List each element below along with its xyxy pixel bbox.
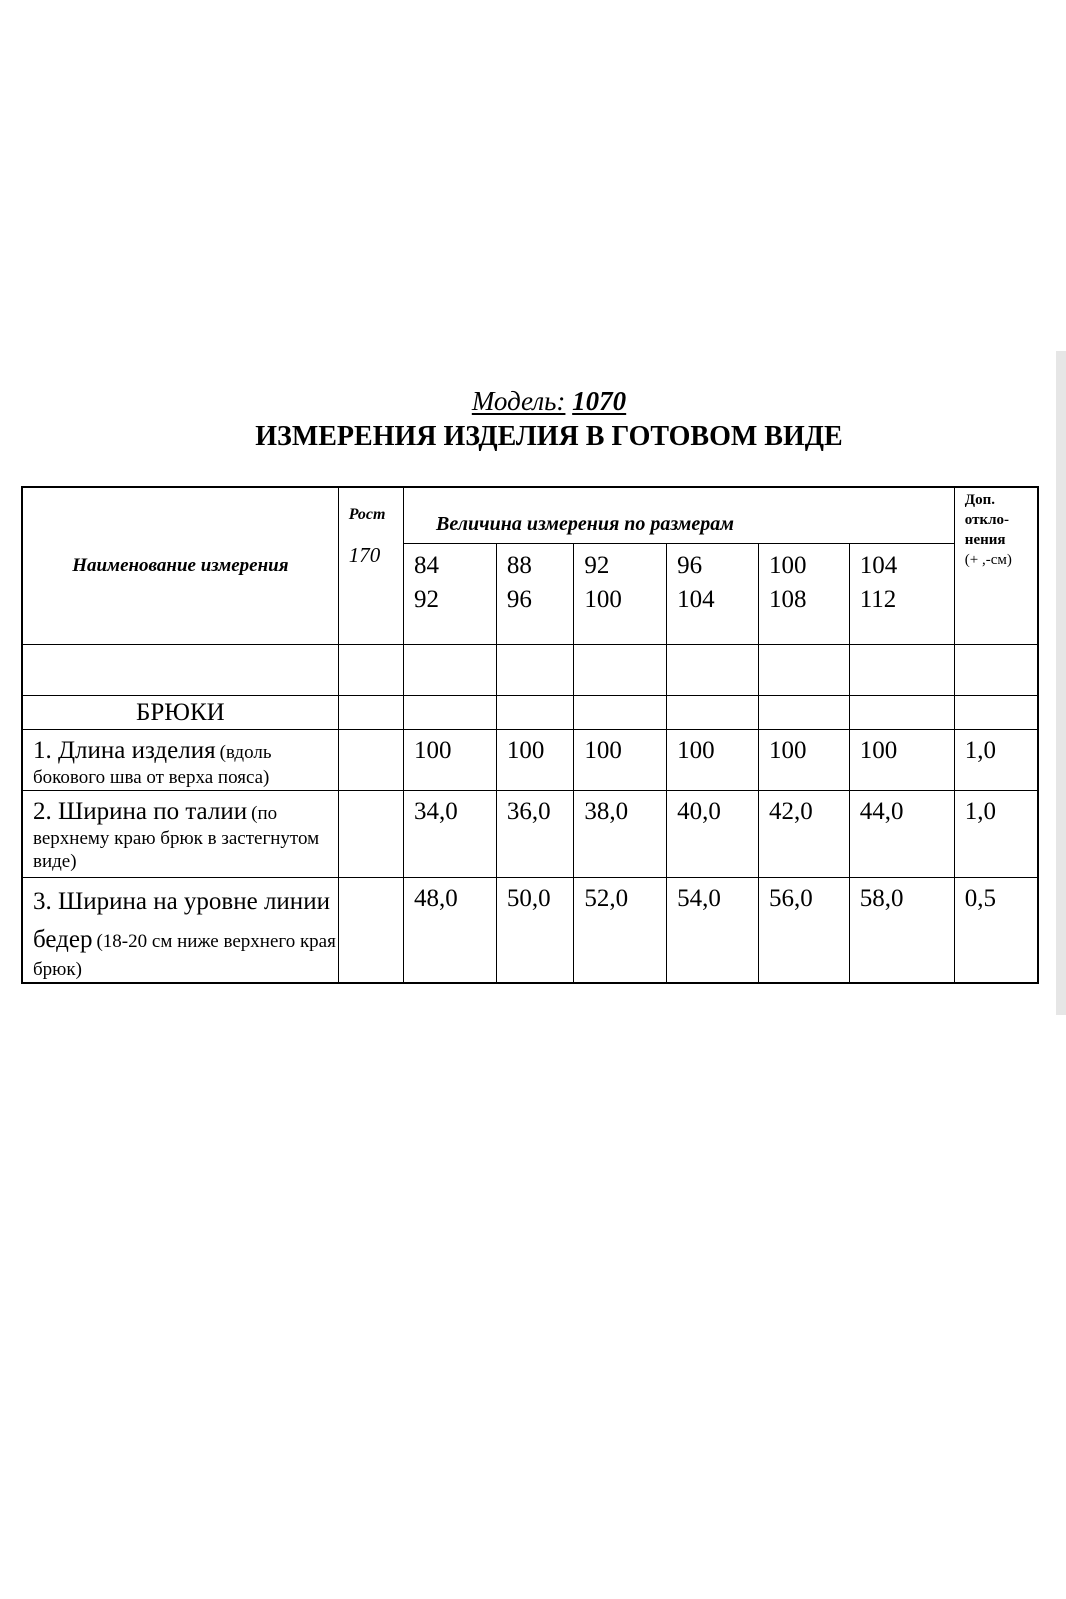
size-column-5 bbox=[758, 544, 849, 645]
value-cell: 100 bbox=[849, 730, 954, 791]
size-bottom: 112 bbox=[859, 586, 897, 613]
value-cell: 38,0 bbox=[574, 791, 667, 878]
measurement-note: (18-20 см ниже верхнего края брюк) bbox=[33, 931, 336, 980]
empty-cell bbox=[404, 645, 497, 696]
value-cell: 42,0 bbox=[758, 791, 849, 878]
value-cell: 100 bbox=[667, 730, 759, 791]
table-row bbox=[22, 878, 1038, 984]
empty-cell bbox=[667, 696, 759, 730]
empty-cell bbox=[496, 645, 574, 696]
tolerance-label: Доп. откло-нения bbox=[964, 492, 1010, 548]
empty-cell bbox=[758, 696, 849, 730]
model-title bbox=[0, 386, 1066, 416]
value-cell: 40,0 bbox=[667, 791, 759, 878]
value-cell: 58,0 bbox=[849, 878, 954, 984]
empty-row bbox=[22, 645, 1038, 696]
header-growth bbox=[338, 487, 403, 645]
size-top: 104 bbox=[859, 552, 898, 579]
value-cell: 100 bbox=[758, 730, 849, 791]
value-cell: 54,0 bbox=[667, 878, 759, 984]
growth-value: 170 bbox=[348, 543, 381, 567]
size-column-2 bbox=[496, 544, 574, 645]
header-sizes: Величина измерения по размерам bbox=[404, 487, 955, 544]
measurements-table bbox=[21, 486, 1039, 984]
value-cell: 34,0 bbox=[404, 791, 497, 878]
value-cell: 100 bbox=[404, 730, 497, 791]
size-column-1 bbox=[404, 544, 497, 645]
size-bottom: 92 bbox=[414, 586, 439, 613]
empty-cell bbox=[22, 645, 338, 696]
model-number: 1070 bbox=[572, 386, 627, 416]
page-title: ИЗМЕРЕНИЯ ИЗДЕЛИЯ В ГОТОВОМ ВИДЕ bbox=[255, 421, 843, 452]
measurement-title: 2. Ширина по талии bbox=[33, 798, 248, 825]
size-column-4 bbox=[667, 544, 759, 645]
value-cell: 50,0 bbox=[496, 878, 574, 984]
empty-cell bbox=[954, 645, 1038, 696]
tolerance-cell: 1,0 bbox=[954, 791, 1038, 878]
empty-cell bbox=[404, 696, 497, 730]
growth-cell bbox=[338, 730, 403, 791]
size-bottom: 100 bbox=[584, 586, 622, 613]
table-row bbox=[22, 730, 1038, 791]
empty-cell bbox=[954, 696, 1038, 730]
measurement-name bbox=[22, 730, 338, 791]
size-top: 84 bbox=[414, 552, 439, 579]
header-measurement-name bbox=[22, 487, 338, 645]
empty-cell bbox=[338, 645, 403, 696]
size-column-3 bbox=[574, 544, 667, 645]
empty-cell bbox=[758, 645, 849, 696]
value-cell: 36,0 bbox=[496, 791, 574, 878]
growth-cell bbox=[338, 791, 403, 878]
size-top: 96 bbox=[677, 552, 703, 579]
size-bottom: 104 bbox=[677, 586, 715, 613]
size-top: 88 bbox=[506, 552, 532, 579]
empty-cell bbox=[574, 696, 667, 730]
value-cell: 48,0 bbox=[404, 878, 497, 984]
model-label: Модель: bbox=[471, 386, 566, 416]
measurement-note: (вдоль бокового шва от верха пояса) bbox=[33, 742, 272, 788]
value-cell: 100 bbox=[496, 730, 574, 791]
section-title: БРЮКИ bbox=[22, 696, 338, 730]
empty-cell bbox=[849, 645, 954, 696]
growth-label: Рост bbox=[348, 506, 386, 523]
tolerance-cell: 0,5 bbox=[954, 878, 1038, 984]
empty-cell bbox=[338, 696, 403, 730]
section-row bbox=[22, 696, 1038, 730]
tolerance-unit: (+ ,-см) bbox=[964, 552, 1012, 568]
header-tolerance bbox=[954, 487, 1038, 645]
value-cell: 100 bbox=[574, 730, 667, 791]
measurement-name bbox=[22, 878, 338, 984]
empty-cell bbox=[574, 645, 667, 696]
size-bottom: 96 bbox=[506, 586, 532, 613]
value-cell: 52,0 bbox=[574, 878, 667, 984]
measurement-note: (по верхнему краю брюк в застегнутом виде) bbox=[33, 803, 320, 872]
tolerance-cell: 1,0 bbox=[954, 730, 1038, 791]
empty-cell bbox=[849, 696, 954, 730]
measurement-name bbox=[22, 791, 338, 878]
size-top: 100 bbox=[768, 552, 807, 579]
header-row bbox=[22, 487, 1038, 544]
measurement-title: 1. Длина изделия bbox=[33, 737, 216, 764]
empty-cell bbox=[667, 645, 759, 696]
value-cell: 56,0 bbox=[758, 878, 849, 984]
empty-cell bbox=[496, 696, 574, 730]
size-top: 92 bbox=[584, 552, 610, 579]
value-cell: 44,0 bbox=[849, 791, 954, 878]
measurement-title: 3. Ширина на уровне линии бедер bbox=[33, 888, 330, 953]
header-measurement-name-text: Наименование измерения bbox=[72, 555, 289, 576]
table-row bbox=[22, 791, 1038, 878]
size-column-6 bbox=[849, 544, 954, 645]
size-bottom: 108 bbox=[768, 586, 807, 613]
growth-cell bbox=[338, 878, 403, 984]
